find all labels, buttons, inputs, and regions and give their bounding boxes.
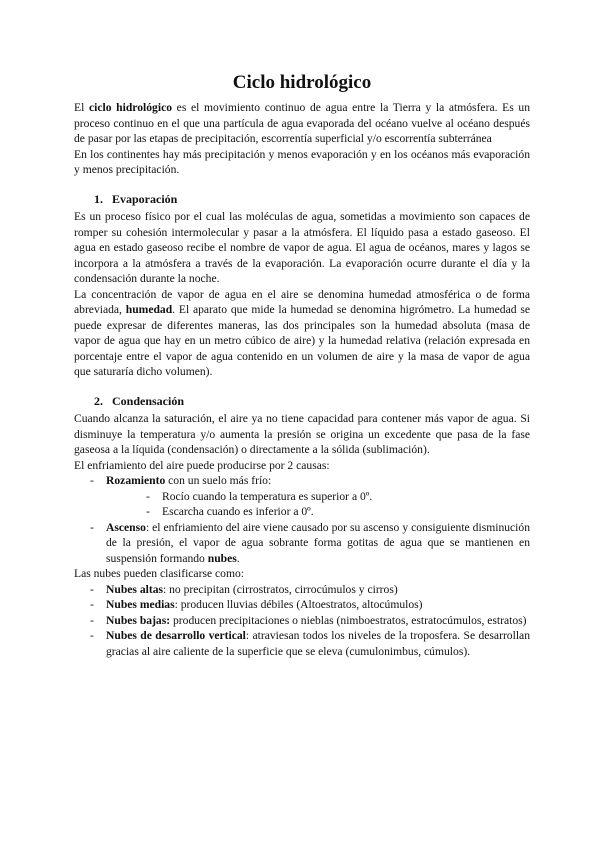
intro-text: es el movimiento continuo de agua entre la Tierra y la atmósfera. Es un proceso continuo en el que una partícula de agua evaporada del océano vuelve al océano después de pasar por las etapas de precipitación, escorrentía superficial y/o escorrentía subterránea: [74, 101, 531, 145]
item-term: Nubes de desarrollo vertical: [106, 629, 246, 642]
page-title: Ciclo hidrológico: [232, 72, 372, 93]
paragraph-text: . El aparato que mide la humedad se denomina higrómetro. La humedad se puede expresar de diferentes maneras, las dos principales son la humedad absoluta (masa de vapor de agua que hay en un metro cúbico de aire) y la humedad relativa (relación expresada en porcentaje entre el vapor de agua contenido en un volumen de aire y la masa de vapor de agua que saturaría dicho volumen).: [74, 303, 530, 378]
section-number: 2.: [94, 393, 103, 408]
item-term: Rozamiento: [106, 474, 166, 487]
clouds-list: [74, 582, 530, 660]
intro-paragraph-2: En los continentes hay más precipitación y menos evaporación y en los océanos más evaporación y menos precipitación.: [74, 147, 530, 176]
sub-list-item: - Rocío cuando la temperatura es superior a 0º.: [106, 489, 530, 505]
item-term: nubes: [207, 551, 237, 565]
item-text: producen precipitaciones o nieblas (nimboestratos, estratocúmulos, estratos): [170, 613, 527, 627]
item-term: Nubes bajas:: [106, 613, 171, 627]
paragraph-text: La concentración de vapor de agua en el aire se denomina humedad atmosférica o de forma abreviada,: [74, 287, 530, 316]
section-number: 1.: [94, 191, 103, 206]
item-text: : atraviesan todos los niveles de la troposfera. Se desarrollan gracias al aire caliente de la superficie que se eleva (cumulonimbus, cúmulos).: [106, 629, 530, 658]
intro-term: ciclo hidrológico: [88, 101, 173, 114]
list-item: [74, 628, 530, 659]
item-term: Nubes medias: [106, 598, 175, 611]
condensacion-paragraph-1: Cuando alcanza la saturación, el aire ya no tiene capacidad para contener más vapor de agua. Si disminuye la temperatura y/o aumenta la presión se origina un excedente que pasa de la fase gaseosa a la líquida (condensación) o directamente a la sólida (sublimación).: [74, 412, 530, 456]
item-term: Nubes altas: [106, 582, 164, 596]
sub-list-item: - Escarcha cuando es inferior a 0º.: [106, 504, 530, 520]
condensacion-paragraph-3: Las nubes pueden clasificarse como:: [74, 567, 244, 580]
list-item: [74, 582, 530, 598]
document-page: [74, 0, 530, 659]
item-text: : el enfriamiento del aire viene causado por su ascenso y consiguiente disminución de la presión, el vapor de agua sobrante forma gotitas de agua que se mantienen en suspensión formando: [106, 520, 530, 565]
section-title: Evaporación: [112, 191, 178, 206]
list-item: [74, 473, 530, 520]
item-term: Ascenso: [106, 520, 146, 534]
section-heading-condensacion: [94, 394, 530, 410]
section-heading-evaporacion: [94, 192, 530, 208]
item-text: con un suelo más frío:: [165, 474, 272, 487]
list-item: [74, 613, 530, 629]
condensacion-paragraph-2: El enfriamiento del aire puede producirse por 2 causas:: [74, 458, 330, 472]
item-text: .: [236, 551, 240, 565]
evaporacion-paragraph-1: Es un proceso físico por el cual las moléculas de agua, sometidas a movimiento son capaces de romper su cohesión intermolecular y pasar a la atmósfera. El líquido pasa a estado gaseoso. El agua en estado gaseoso recibe el nombre de vapor de agua. El agua de océanos, mares y lagos se incorpora a la atmósfera a través de la evaporación. La evaporación ocurre durante el día y la condensación durante la noche.: [74, 210, 530, 285]
item-text: : producen lluvias débiles (Altoestratos, altocúmulos): [174, 598, 423, 611]
sub-list: [106, 489, 530, 520]
section-title: Condensación: [112, 393, 185, 408]
causes-list: [74, 473, 530, 566]
evaporacion-paragraph-2: [74, 287, 530, 380]
term-humedad: humedad: [125, 303, 173, 316]
list-item: [74, 597, 530, 613]
intro-paragraph: [74, 100, 530, 147]
list-item: [74, 520, 530, 567]
intro-text: El: [74, 101, 89, 114]
item-text: : no precipitan (cirrostratos, cirrocúmulos y cirros): [163, 582, 398, 596]
